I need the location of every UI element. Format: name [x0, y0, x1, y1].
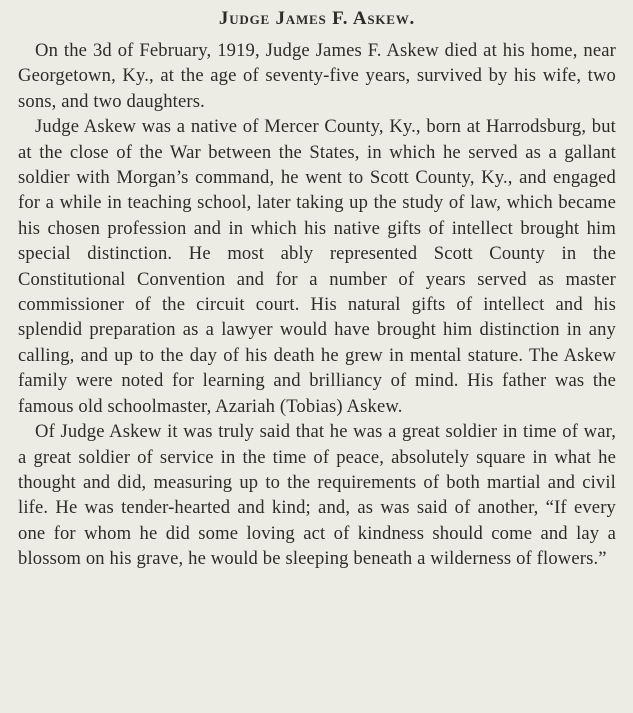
paragraph-tribute: Of Judge Askew it was truly said that he was a great soldier in time of war, a great soldier of service in the time of peace, absolutely square in what he thought and did, measuring up to the requirements of both martial and civil life. He was tender-hearted and kind; and, as was said of another, “If every one for whom he did some loving act of kindness should come and lay a blossom on his grave, he would be sleeping beneath a wilderness of flowers.” — [18, 421, 616, 570]
document-title: Judge James F. Askew. — [218, 8, 416, 29]
paragraph-death-notice: On the 3d of February, 1919, Judge James F. Askew died at his home, near Georgetown, Ky., at the age of seventy-five years, survived by his wife, two sons, and two daughters. — [18, 40, 616, 112]
paragraph-biography: Judge Askew was a native of Mercer County, Ky., born at Harrodsburg, but at the close of the War between the States, in which he served as a gallant soldier with Morgan’s command, he went to Scott County, Ky., and engaged for a while in teaching school, later taking up the study of law, which became his chosen profession and in which his native gifts of intellect brought him special distinction. He most ably represented Scott County in the Constitutional Convention and for a number of years served as master commissioner of the circuit court. His natural gifts of intellect and his splendid preparation as a lawyer would have brought him distinction in any calling, and up to the day of his death he grew in mental stature. The Askew family were noted for learning and brilliancy of mind. His father was the famous old schoolmaster, Azariah (Tobias) Askew. — [18, 116, 616, 417]
